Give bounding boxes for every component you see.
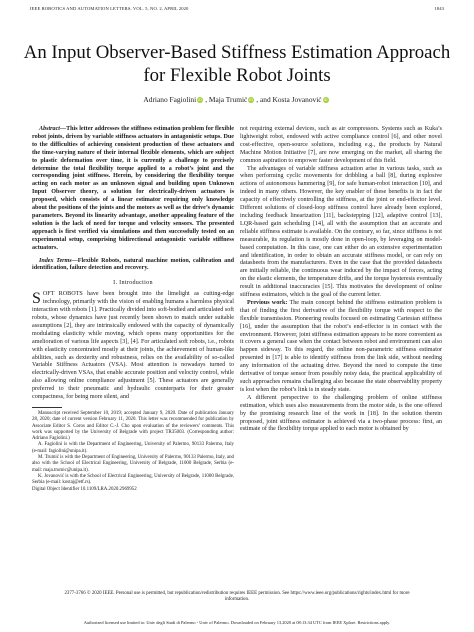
running-head (30, 6, 444, 15)
right-column (240, 126, 442, 434)
footnote: K. Jovanović is with the School of Electrical Engineering, University of Belgrade, 11000 Belgrade, Serbia (e-mail: kostaj@etf.rs). (32, 473, 234, 486)
copyright-notice: 2377-3766 © 2020 IEEE. Personal use is permitted, but republication/redistribution requires IEEE permission. See https://www.ieee.org/publications/rights/index.html for more information. (64, 591, 410, 603)
paper-title: An Input Observer-Based Stiffness Estimation Approach for Flexible Robot Joints (23, 42, 451, 86)
footnote-divider (32, 407, 62, 408)
previous-work-label: Previous work: (247, 299, 288, 306)
body-paragraph: not requiring external devices, such as air compressors. Systems such as Kuka’s lightweight robot, endowed with active compliance control [6], and other novel cost-effective, open-source solutions, including e.g., the products by Natural Machine Motion Initiative [7], are now emerging on the market, all sharing the common aspiration to empower faster development of this field. (240, 126, 442, 164)
body-paragraph: The advantages of variable stiffness actuation arise in various tasks, such as when performing cyclic movements for dribbling a ball [8], during explosive actions of autonomous hammering [9], for safe human-robot interaction [10], and indeed in many others. However, the key enabler of these benefits is in fact the capacity of effectively controlling the stiffness, at the joint or end-effector level. Different solutions of closed-loop stiffness control have already been explored, including feedback linearization [11], backstepping [12], adaptive control [13], LQR-based gain scheduling [14], all with the assumption that an accurate and reliable stiffness estimate is available. On the contrary, so far, since stiffness is not measurable, its regulation is mostly done in open-loop, by leveraging on model-based computation. In this case, one can either do an extensive experimentation and identification, in order to obtain an accurate stiffness model, or can rely on datasheets from the manufacturers. Even in the case that the provided datasheets are initially reliable, the continuous wear induced by the impact of forces, acting on the elastic elements, the temperature drifts, and the torque hysteresis eventually result in additional inaccuracies [15]. This motivates the development of online stiffness estimators, which is the goal of the current letter. (240, 165, 442, 299)
index-terms (32, 258, 234, 274)
intro-lead: OFT ROBOTS (42, 291, 83, 298)
previous-work-text: The main concept behind the stiffness estimation problem is that of finding the first derivative of the flexibility torque with respect to the flexible transmission. Pioneering results focused on estimating Cartesian stiffness [16], under the assumption that the robot’s end-effector is in contact with the environment. However, joint stiffness estimation appears to be more convenient as it covers a general case when the contact between robot and environment can also happen sideway. To this regard, the online non-parametric stiffness estimator presented in [17] is able to identify stiffness from the link side, without needing any information of the actuating drive. Beyond the need to compute the time derivative of torque sensor from possibly noisy data, the practical applicability of such approaches remains challenging also because the state observability property is lost when the robot’s link is in steady state. (240, 299, 442, 393)
abstract-label: Abstract— (39, 126, 67, 132)
section-heading: I. Introduction (113, 280, 153, 287)
abstract (32, 126, 234, 253)
footnote: A. Fagiolini is with the Department of Engineering, University of Palermo, 90133 Palermo, Italy (e-mail: fagiolini@unipa.it). (32, 442, 234, 454)
orcid-icon[interactable]: iD (249, 97, 254, 102)
index-terms-text: Flexible Robots, natural machine motion, calibration and identification, failure detection and recovery. (32, 257, 234, 272)
author-line: Adriano Fagiolini iD , Maja Trumić iD , and Kosta Jovanović iD (143, 95, 328, 104)
footnote: Manuscript received September 10, 2019; accepted January 9, 2020. Date of publication January 28, 2020; date of current version February 11, 2020. This letter was recommended for publication by Associate Editor S. Coros and Editor C.-J. Cho upon evaluation of the reviewers’ comments. This work was supported by the University of Belgrade with project TR35003. (Corresponding author: Adriano Fagiolini.) (32, 411, 234, 442)
intro-paragraph (32, 291, 234, 402)
drop-cap: S (32, 290, 41, 308)
author-name: Maja Trumić (208, 95, 248, 104)
orcid-icon[interactable]: iD (323, 97, 328, 102)
journal-info: IEEE ROBOTICS AND AUTOMATION LETTERS, VOL. 5, NO. 2, APRIL 2020 (30, 6, 189, 11)
author-name: Adriano Fagiolini (143, 95, 197, 104)
left-column (32, 126, 234, 493)
footnote: M. Trumić is with the Department of Engineering, University of Palermo, 90133 Palermo, Italy, and also with the School of Electrical Engineering, University of Belgrade, 11000 Belgrade, Serbia (e-mail: maja.trumic@unipa.it). (32, 455, 234, 473)
index-terms-label: Index Terms— (39, 257, 78, 264)
intro-text: have been brought into the limelight as cutting-edge technology, primarily with the vision of enabling humans a harmless physical interaction with robots [1]. Practically divided into soft-bodied and articulated soft robots, whose dynamics have just recently been shown to match under suitable assumptions [2], they are intrinsically endowed with the capacity of dynamically modulating elasticity while moving, which opens many opportunities for the amelioration of various life aspects [3], [4]. For articulated soft robots, i.e., robots with elasticity concentrated mostly at their joints, the achievement of human-like abilities, such as dexterity and robustness, relies on the availability of so-called Variable Stiffness Actuators (VSA). Most attention is nowadays turned to electrically-driven VSAs, that enable accurate position and velocity control, while also allowing online compliance adjustment [5]. These actuators are generally preferred to their pneumatic and hydraulic counterparts for their greater compactness, for being more silent, and (32, 291, 234, 401)
license-notice: Authorized licensed use limited to: Univ degli Studi di Palermo - Univ of Palermo. Downloaded on February 13,2020 at 08:13:34 UTC from IEEE Xplore. Restrictions apply. (83, 620, 391, 625)
abstract-text: This letter addresses the stiffness estimation problem for flexible robot joints, driven by variable stiffness actuators in antagonistic setups. Due to the difficulties of achieving consistent production of these actuators and the time-varying nature of their internal flexible elements, which are subject to plastic deformation over time, it is currently a challenge to precisely determine the total flexibility torque applied to a robot’s joint and the corresponding joint stiffness. Herein, by considering the flexibility torque acting on each motor as an unknown signal and building upon Unknown Input Observer theory, a solution for electrically-driven actuators is proposed, which consists of a linear estimator requiring only knowledge about the positions of the joints and the motors as well as the drive’s dynamic parameters. Beyond its linearity advantage, another appealing feature of the solution is the lack of need for torque and velocity sensors. The presented approach is first verified via simulations and then successfully tested on an experimental setup, comprising bidirectional antagonistic variable stiffness actuators. (32, 126, 234, 251)
page-number: 1843 (434, 6, 444, 11)
author-name: and Kosta Jovanović (260, 95, 322, 104)
orcid-icon[interactable]: iD (198, 97, 203, 102)
previous-work-paragraph (240, 300, 442, 395)
footnote-doi: Digital Object Identifier 10.1109/LRA.2020.2969952 (32, 486, 137, 492)
body-paragraph: A different perspective to the challenging problem of online stiffness estimation, which uses also measurements from the motor side, is the one offered by the promising research line of the work in [18]. In the solution therein proposed, joint stiffness estimator is achieved via a two-phase process: first, an estimate of the flexibility torque applied to each motor is obtained by (240, 394, 442, 433)
